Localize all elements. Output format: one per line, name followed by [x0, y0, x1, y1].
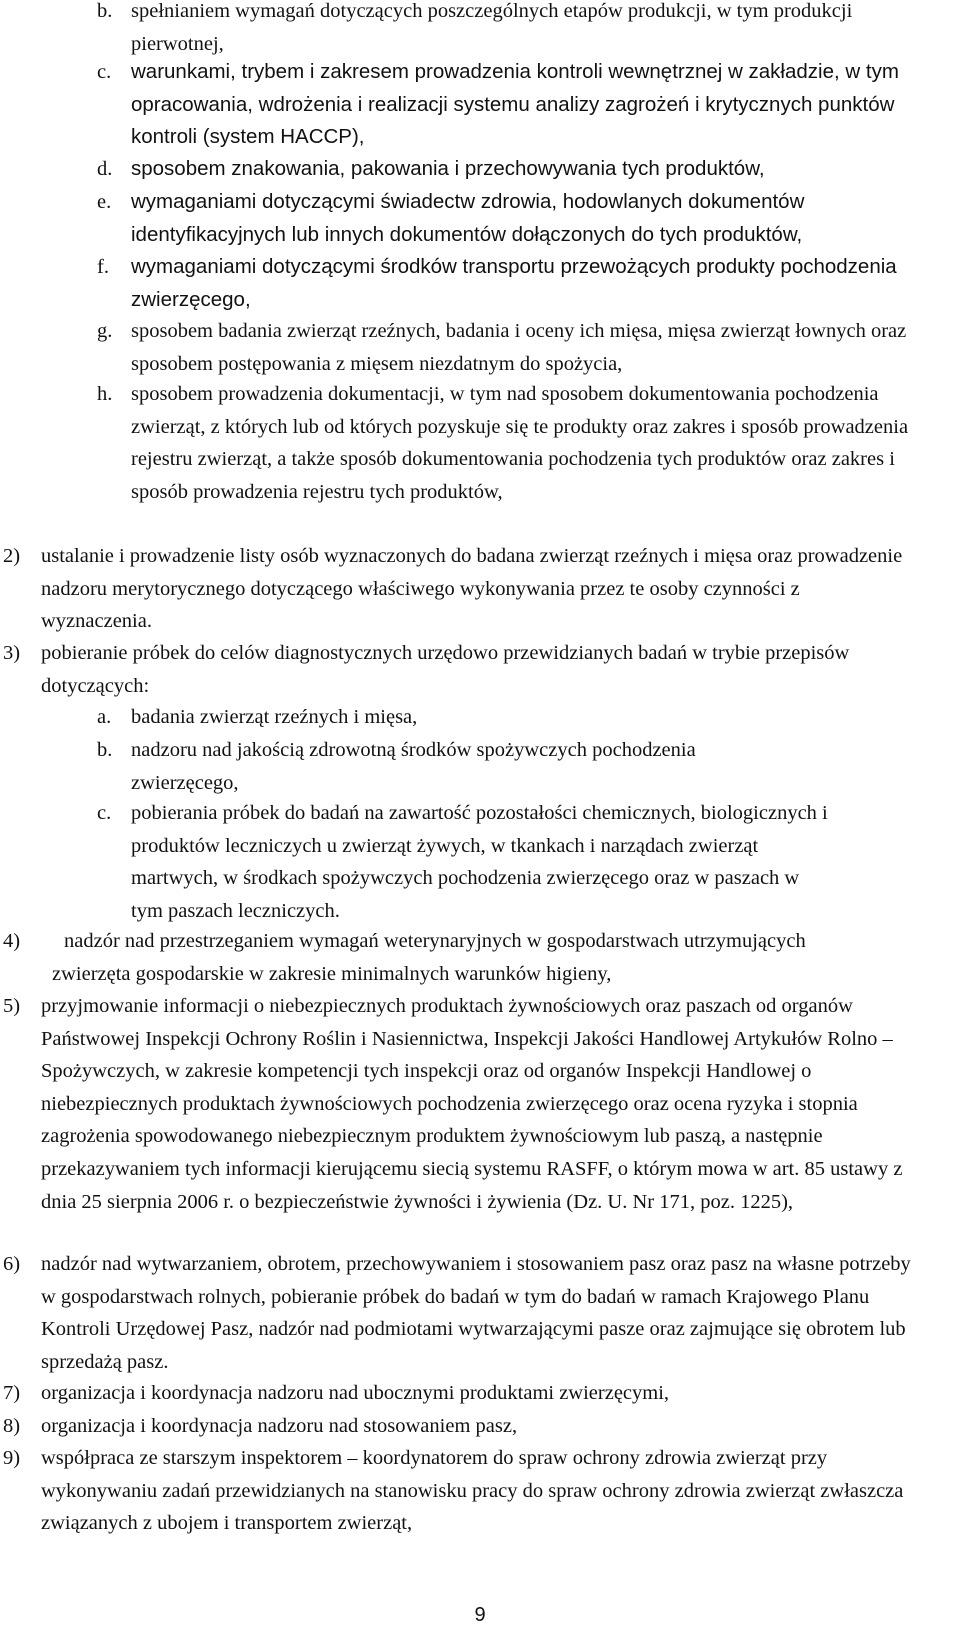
list-item-h [97, 378, 927, 508]
list-item-6 [3, 1248, 913, 1378]
list-text: przyjmowanie informacji o niebezpiecznych produktach żywnościowych oraz paszach od organów Państwowej Inspekcji Ochrony Roślin i Nasiennictwa, Inspekcji Jakości Handlowej Artykułów Rolno – Spożywczych, w zakresie kompetencji tych inspekcji oraz od organów Inspekcji Handlowej o niebezpiecznych produktach żywnościowych pochodzenia zwierzęcego oraz ocena ryzyka i stopnia zagrożenia spowodowanego niebezpiecznym produktem żywnościowym lub paszą, a następnie przekazywaniem tych informacji kierującemu siecią systemu RASFF, o którym mowa w art. 85 ustawy z dnia 25 sierpnia 2006 r. o bezpieczeństwie żywności i żywienia (Dz. U. Nr 171, poz. 1225), [41, 995, 903, 1213]
list-item-4 [3, 925, 873, 990]
list-marker: 7) [3, 1382, 21, 1404]
list-item-3 [3, 637, 883, 702]
list-marker: f. [97, 256, 109, 278]
list-marker: d. [97, 158, 113, 180]
list-item-c-2 [97, 797, 832, 927]
list-marker: b. [97, 0, 113, 22]
list-text: nadzoru nad jakością zdrowotną środków spożywczych pochodzenia zwierzęcego, [131, 739, 696, 794]
list-item-g [97, 315, 927, 380]
list-text: pobierania próbek do badań na zawartość pozostałości chemicznych, biologicznych i produktów leczniczych u zwierząt żywych, w tkankach i narządach zwierząt martwych, w środkach spożywczych pochodzenia zwierzęcego oraz w paszach w tym paszach leczniczych. [131, 802, 828, 922]
list-text: nadzór nad wytwarzaniem, obrotem, przechowywaniem i stosowaniem pasz oraz pasz na własne potrzeby w gospodarstwach rolnych, pobieranie próbek do badań w tym do badań w ramach Krajowego Planu Kontroli Urzędowej Pasz, nadzór nad podmiotami wytwarzającymi pasze oraz zajmujące się obrotem lub sprzedażą pasz. [41, 1253, 911, 1373]
list-text: spełnianiem wymagań dotyczących poszczególnych etapów produkcji, w tym produkcji pierwotnej, [131, 0, 853, 55]
list-item-5 [3, 990, 918, 1218]
list-item-d [97, 153, 927, 186]
list-text: sposobem badania zwierząt rzeźnych, badania i oceny ich mięsa, mięsa zwierząt łownych oraz sposobem postępowania z mięsem niezdatnym do spożycia, [131, 320, 907, 375]
list-item-7 [3, 1377, 913, 1410]
list-marker: 9) [3, 1447, 21, 1469]
list-marker: c. [97, 802, 112, 824]
list-item-a [97, 701, 897, 734]
list-marker: h. [97, 383, 113, 405]
list-marker: a. [97, 706, 112, 728]
list-item-e [97, 186, 897, 251]
list-text: nadzór nad przestrzeganiem wymagań weterynaryjnych w gospodarstwach utrzymujących zwierzęta gospodarskie w zakresie minimalnych warunków higieny, [52, 930, 806, 985]
list-marker: 6) [3, 1253, 21, 1275]
list-marker: 8) [3, 1415, 21, 1437]
list-text: współpraca ze starszym inspektorem – koordynatorem do spraw ochrony zdrowia zwierząt przy wykonywaniu zadań przewidzianych na stanowisku pracy do spraw ochrony zdrowia zwierząt zwłaszcza związanych z ubojem i transportem zwierząt, [41, 1447, 904, 1535]
list-marker: g. [97, 320, 113, 342]
list-item-2 [3, 540, 913, 638]
list-text: warunkami, trybem i zakresem prowadzenia kontroli wewnętrznej w zakładzie, w tym opracowania, wdrożenia i realizacji systemu analizy zagrożeń i krytycznych punktów kontroli (system HACCP), [131, 60, 899, 149]
list-item-c [97, 56, 927, 154]
list-item-9 [3, 1442, 918, 1540]
list-text: organizacja i koordynacja nadzoru nad stosowaniem pasz, [41, 1415, 518, 1437]
list-text: wymaganiami dotyczącymi środków transportu przewożących produkty pochodzenia zwierzęcego, [131, 255, 897, 311]
list-text: wymaganiami dotyczącymi świadectw zdrowia, hodowlanych dokumentów identyfikacyjnych lub innych dokumentów dołączonych do tych produktów, [131, 190, 805, 246]
list-item-8 [3, 1410, 913, 1443]
page-number: 9 [474, 1604, 486, 1626]
list-item-b [97, 0, 907, 60]
list-item-f [97, 251, 897, 316]
list-marker: 2) [3, 545, 21, 567]
list-text: organizacja i koordynacja nadzoru nad ubocznymi produktami zwierzęcymi, [41, 1382, 670, 1404]
list-marker: b. [97, 739, 113, 761]
list-marker: 5) [3, 995, 21, 1017]
list-text: ustalanie i prowadzenie listy osób wyznaczonych do badana zwierząt rzeźnych i mięsa oraz prowadzenie nadzoru merytorycznego dotyczącego właściwego wykonywania przez te osoby czynności z wyznaczenia. [41, 545, 903, 633]
list-text: sposobem prowadzenia dokumentacji, w tym nad sposobem dokumentowania pochodzenia zwierząt, z których lub od których pozyskuje się te produkty oraz zakres i sposób prowadzenia rejestru zwierząt, a także sposób dokumentowania pochodzenia tych produktów oraz zakres i sposób prowadzenia rejestru tych produktów, [131, 383, 909, 503]
list-marker: 4) [3, 930, 21, 952]
list-text: badania zwierząt rzeźnych i mięsa, [131, 706, 418, 728]
list-item-b-2 [97, 734, 797, 799]
list-marker: e. [97, 191, 112, 213]
list-text: pobieranie próbek do celów diagnostycznych urzędowo przewidzianych badań w trybie przepisów dotyczących: [41, 642, 850, 697]
list-marker: 3) [3, 642, 21, 664]
list-text: sposobem znakowania, pakowania i przechowywania tych produktów, [131, 157, 765, 180]
list-marker: c. [97, 61, 112, 83]
